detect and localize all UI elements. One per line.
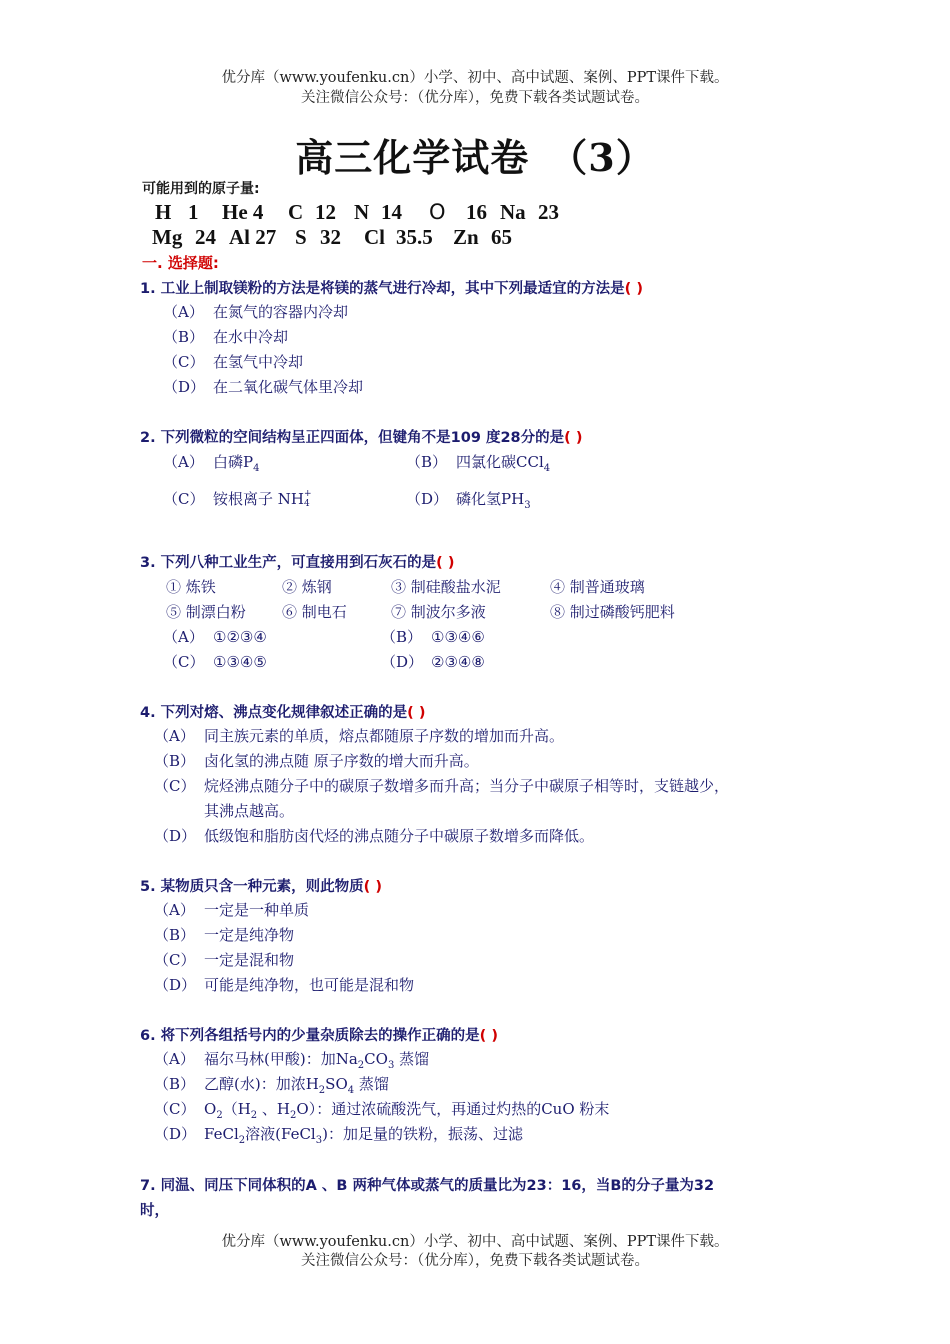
option-label: （D） [381,653,424,671]
mass-item: 32 [320,225,341,249]
answer-blank: ( ) [363,879,382,895]
option-label: （D） [154,827,197,845]
option-label: （D） [163,378,206,396]
section-heading: 一. 选择题: [142,254,219,272]
option-text: 一定是一种单质 [204,901,310,919]
option [154,974,414,995]
question-stem: 1. 工业上制取镁粉的方法是将镁的蒸气进行冷却，其中下列最适宜的方法是 [140,281,625,297]
mass-item: 23 [538,200,559,224]
atomic-mass-label: 可能用到的原子量: [142,181,260,197]
option-text: )：加足量的铁粉，振荡、过滤 [322,1125,523,1143]
option-text: 四氯化碳CCl [456,453,544,471]
answer-blank: ( ) [436,555,455,571]
subscript: 2 [250,1110,258,1121]
subscript: 3 [387,1060,395,1071]
option [154,775,729,796]
subscript: 2 [216,1110,223,1121]
option-text: CO [364,1050,388,1068]
option [406,488,531,511]
subscript: 4 [303,499,310,509]
question-stem: 3. 下列八种工业生产，可直接用到石灰石的是 [140,555,437,571]
option-text: 蒸馏 [354,1075,389,1093]
option [163,351,303,372]
subscript: 4 [347,1085,355,1096]
answer-blank: ( ) [624,281,643,297]
option-label: （A） [154,1050,195,1068]
subscript: 2 [290,1110,297,1121]
question-4 [140,701,425,722]
option-text: 其沸点越高。 [204,802,295,820]
option [154,825,594,846]
question-7-line-2: 时， [140,1203,169,1219]
option-label: （A） [163,453,204,471]
option-label: （C） [154,1100,196,1118]
atomic-mass-row-2 [0,225,950,251]
option-label: （D） [154,1125,197,1143]
list-item: ⑥ 制电石 [282,603,347,621]
question-stem: 6. 将下列各组括号内的少量杂质除去的操作正确的是 [140,1028,480,1044]
option [381,651,485,672]
mass-item: 35.5 [396,225,433,249]
option [163,488,311,509]
subscript: 3 [315,1135,323,1146]
answer-blank: ( ) [479,1028,498,1044]
option [163,626,267,647]
option-label: （B） [406,453,448,471]
option-text: ①③④⑥ [431,628,485,646]
list-item: ① 炼铁 [166,578,216,596]
option [154,1123,523,1146]
option-label: （A） [163,628,204,646]
option [381,626,485,647]
question-2 [140,426,582,447]
subscript: 4 [253,463,260,474]
option-text: 乙醇(水)：加浓H [204,1075,319,1093]
option-text: FeCl [204,1125,239,1143]
mass-item: He 4 [222,200,264,224]
option-text: ①③④⑤ [213,653,267,671]
option [163,301,348,322]
list-item: ⑧ 制过磷酸钙肥料 [550,603,675,621]
answer-blank: ( ) [564,430,583,446]
option-text: 一定是纯净物 [204,926,295,944]
option-label: （B） [154,1075,196,1093]
option-label: （A） [154,727,195,745]
question-6 [140,1024,498,1045]
mass-item: 65 [491,225,512,249]
option-text: （H [222,1100,251,1118]
option [154,1098,609,1121]
option-text: 白磷P [213,453,254,471]
question-stem: 2. 下列微粒的空间结构呈正四面体，但键角不是109 度28分的是 [140,430,565,446]
option [154,1048,429,1071]
mass-item: Zn [453,225,479,249]
option-label: （D） [154,976,197,994]
subscript: 2 [357,1060,365,1071]
header-line-2: 关注微信公众号：（优分库），免费下载各类试题试卷。 [301,90,649,106]
option-label: （C） [163,653,205,671]
list-item: ② 炼钢 [282,578,332,596]
option-text: O [204,1100,217,1118]
option-text: O）：通过浓硫酸洗气，再通过灼热的CuO 粉末 [296,1100,610,1118]
option-continuation [154,800,294,821]
option-text: 铵根离子 NH [213,490,304,508]
question-stem: 5. 某物质只含一种元素，则此物质 [140,879,364,895]
question-3 [140,551,454,572]
option-text: 卤化氢的沸点随 原子序数的增大而升高。 [204,752,479,770]
option [154,949,294,970]
option-text: 在水中冷却 [213,328,289,346]
option-text: 福尔马林(甲酸)：加Na [204,1050,358,1068]
option-text: 同主族元素的单质，熔点都随原子序数的增加而升高。 [204,727,565,745]
option-label: （B） [381,628,423,646]
option-label: （C） [154,951,196,969]
question-stem: 4. 下列对熔、沸点变化规律叙述正确的是 [140,705,408,721]
option-text: ①②③④ [213,628,267,646]
option-text: 烷烃沸点随分子中的碳原子数增多而升高；当分子中碳原子相等时，支链越少， [204,777,730,795]
superscript: + [303,489,312,499]
mass-item: H [155,200,172,224]
footer-line-2: 关注微信公众号：（优分库），免费下载各类试题试卷。 [301,1253,649,1269]
option-text: 一定是混和物 [204,951,295,969]
mass-item: 14 [381,200,402,224]
question-1 [140,277,643,298]
option-label: （B） [163,328,205,346]
mass-item: O [429,200,446,224]
option-label: （D） [406,490,449,508]
option [154,725,564,746]
mass-item: C [288,200,304,224]
option-text: 在二氧化碳气体里冷却 [213,378,364,396]
mass-item: N [354,200,370,224]
option [154,750,479,771]
mass-item: 16 [466,200,487,224]
mass-item: Cl [364,225,385,249]
subscript: 3 [524,500,531,511]
option-text: 磷化氢PH [456,490,525,508]
question-7-line-1: 7. 同温、同压下同体积的A 、B 两种气体或蒸气的质量比为23：16，当B的分子量为32 [140,1178,715,1194]
option-label: （C） [163,490,205,508]
mass-item: 12 [315,200,336,224]
option-label: （A） [154,901,195,919]
option [163,326,288,347]
option-text: 溶液(FeCl [245,1125,316,1143]
option [154,924,294,945]
list-item: ④ 制普通玻璃 [550,578,645,596]
atomic-mass-row-1 [0,200,950,226]
mass-item: 1 [188,200,199,224]
option-text: 蒸馏 [394,1050,430,1068]
option-label: （B） [154,926,196,944]
option [163,651,267,672]
option-text: 、H [257,1100,291,1118]
question-5 [140,875,382,896]
option [154,899,309,920]
list-item: ⑤ 制漂白粉 [166,603,246,621]
option-label: （C） [163,353,205,371]
option-text: 低级饱和脂肪卤代烃的沸点随分子中碳原子数增多而降低。 [204,827,595,845]
subscript: 4 [543,463,551,474]
option-text: 在氮气的容器内冷却 [213,303,349,321]
mass-item: Na [500,200,526,224]
option-text: ②③④⑧ [431,653,485,671]
subscript: 2 [318,1085,326,1096]
option [163,451,259,474]
subscript: 2 [238,1135,246,1146]
option [163,376,363,397]
option-label: （A） [163,303,204,321]
option [406,451,550,474]
page-title: 高三化学试卷 （3） [295,135,655,180]
list-item: ⑦ 制波尔多液 [391,603,486,621]
option-text: 在氢气中冷却 [213,353,304,371]
mass-item: Al 27 [229,225,277,249]
option-text: 可能是纯净物，也可能是混和物 [204,976,415,994]
mass-item: 24 [195,225,216,249]
mass-item: S [295,225,307,249]
footer-line-1: 优分库（www.youfenku.cn）小学、初中、高中试题、案例、PPT课件下载。 [221,1234,729,1250]
answer-blank: ( ) [407,705,426,721]
header-line-1: 优分库（www.youfenku.cn）小学、初中、高中试题、案例、PPT课件下载。 [221,70,729,86]
option-text: SO [325,1075,348,1093]
option-label: （C） [154,777,196,795]
mass-item: Mg [152,225,183,249]
list-item: ③ 制硅酸盐水泥 [391,578,501,596]
option-label: （B） [154,752,196,770]
option [154,1073,389,1096]
